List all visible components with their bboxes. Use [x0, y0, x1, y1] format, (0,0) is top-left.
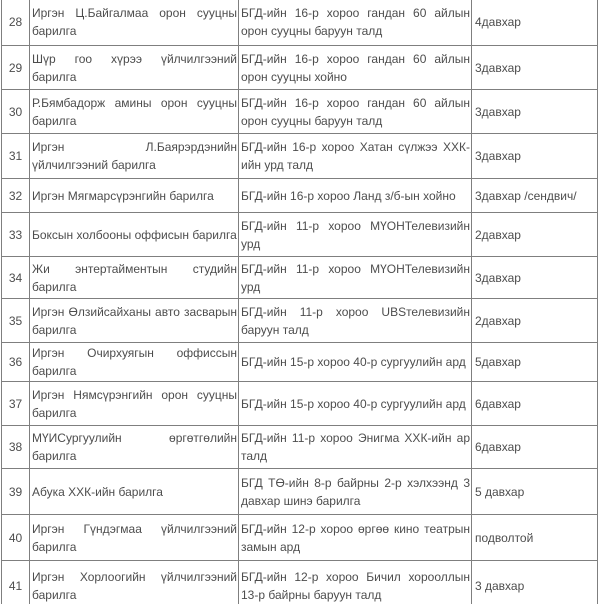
table-row [2, 469, 598, 515]
building-name-cell: Иргэн Гүндэгмаа үйлчилгээний барилга [30, 515, 239, 561]
table-row [2, 257, 598, 299]
building-location-cell: БГД-ийн 15-р хороо 40-р сургуулийн ард [239, 382, 472, 426]
building-name-cell: Абука ХХК-ийн барилга [30, 469, 239, 515]
building-floors-cell: 3давхар [472, 46, 598, 90]
table-row [2, 343, 598, 382]
building-location-cell: БГД-ийн 11-р хороо МҮОНТелевизийн урд [239, 213, 472, 257]
building-name-cell: Иргэн Хорлоогийн үйлчилгээний барилга [30, 561, 239, 604]
building-location-cell: БГД-ийн 16-р хороо Хатан сүлжээ ХХК-ийн урд талд [239, 134, 472, 179]
table-row [2, 179, 598, 213]
building-location-cell: БГД-ийн 11-р хороо Энигма ХХК-ийн ар талд [239, 426, 472, 469]
building-floors-cell: 2давхар [472, 299, 598, 343]
building-floors-cell: 2давхар [472, 213, 598, 257]
building-name-cell: МҮИСургуулийн өргөтгөлийн барилга [30, 426, 239, 469]
building-floors-cell: 6давхар [472, 382, 598, 426]
row-number-cell: 34 [2, 257, 30, 299]
building-floors-cell: 3 давхар [472, 561, 598, 604]
buildings-table-body [2, 0, 598, 604]
building-location-cell: БГД ТӨ-ийн 8-р байрны 2-р хэлхээнд 3 давхар шинэ барилга [239, 469, 472, 515]
building-location-cell: БГД-ийн 16-р хороо Ланд з/б-ын хойно [239, 179, 472, 213]
row-number-cell: 32 [2, 179, 30, 213]
building-floors-cell: 3давхар [472, 134, 598, 179]
building-location-cell: БГД-ийн 11-р хороо UBSтелевизийн баруун талд [239, 299, 472, 343]
table-row [2, 134, 598, 179]
building-name-cell: Иргэн Л.Баярэрдэнийн үйлчилгээний барилга [30, 134, 239, 179]
row-number-cell: 36 [2, 343, 30, 382]
table-row [2, 515, 598, 561]
row-number-cell: 29 [2, 46, 30, 90]
building-name-cell: Иргэн Очирхуягын оффиссын барилга [30, 343, 239, 382]
building-name-cell: Иргэн Өлзийсайханы авто засварын барилга [30, 299, 239, 343]
row-number-cell: 38 [2, 426, 30, 469]
building-name-cell: Иргэн Мягмарсүрэнгийн барилга [30, 179, 239, 213]
building-name-cell: Р.Бямбадорж амины орон сууцны барилга [30, 90, 239, 134]
building-name-cell: Иргэн Нямсүрэнгийн орон сууцны барилга [30, 382, 239, 426]
table-row [2, 46, 598, 90]
building-name-cell: Иргэн Ц.Байгалмаа орон сууцны барилга [30, 0, 239, 46]
row-number-cell: 30 [2, 90, 30, 134]
row-number-cell: 41 [2, 561, 30, 604]
row-number-cell: 37 [2, 382, 30, 426]
building-floors-cell: 4давхар [472, 0, 598, 46]
building-floors-cell: подволтой [472, 515, 598, 561]
building-name-cell: Боксын холбооны оффисын барилга [30, 213, 239, 257]
building-floors-cell: 3давхар [472, 90, 598, 134]
building-floors-cell: 3давхар [472, 257, 598, 299]
building-name-cell: Шүр гоо хүрээ үйлчилгээний барилга [30, 46, 239, 90]
building-location-cell: БГД-ийн 11-р хороо МҮОНТелевизийн урд [239, 257, 472, 299]
building-location-cell: БГД-ийн 12-р хороо өргөө кино театрын замын ард [239, 515, 472, 561]
row-number-cell: 28 [2, 0, 30, 46]
building-location-cell: БГД-ийн 16-р хороо гандан 60 айлын орон сууцны хойно [239, 46, 472, 90]
building-location-cell: БГД-ийн 12-р хороо Бичил хорооллын 13-р байрны баруун талд [239, 561, 472, 604]
buildings-table [1, 0, 598, 604]
building-location-cell: БГД-ийн 15-р хороо 40-р сургуулийн ард [239, 343, 472, 382]
table-row [2, 561, 598, 604]
row-number-cell: 33 [2, 213, 30, 257]
building-floors-cell: 5 давхар [472, 469, 598, 515]
table-row [2, 213, 598, 257]
building-name-cell: Жи энтертайментын студийн барилга [30, 257, 239, 299]
building-location-cell: БГД-ийн 16-р хороо гандан 60 айлын орон сууцны баруун талд [239, 0, 472, 46]
table-row [2, 0, 598, 46]
row-number-cell: 40 [2, 515, 30, 561]
row-number-cell: 31 [2, 134, 30, 179]
table-row [2, 90, 598, 134]
row-number-cell: 35 [2, 299, 30, 343]
building-floors-cell: 3давхар /сендвич/ [472, 179, 598, 213]
building-floors-cell: 5давхар [472, 343, 598, 382]
building-location-cell: БГД-ийн 16-р хороо гандан 60 айлын орон сууцны баруун талд [239, 90, 472, 134]
table-row [2, 299, 598, 343]
row-number-cell: 39 [2, 469, 30, 515]
table-row [2, 382, 598, 426]
building-floors-cell: 6давхар [472, 426, 598, 469]
table-row [2, 426, 598, 469]
